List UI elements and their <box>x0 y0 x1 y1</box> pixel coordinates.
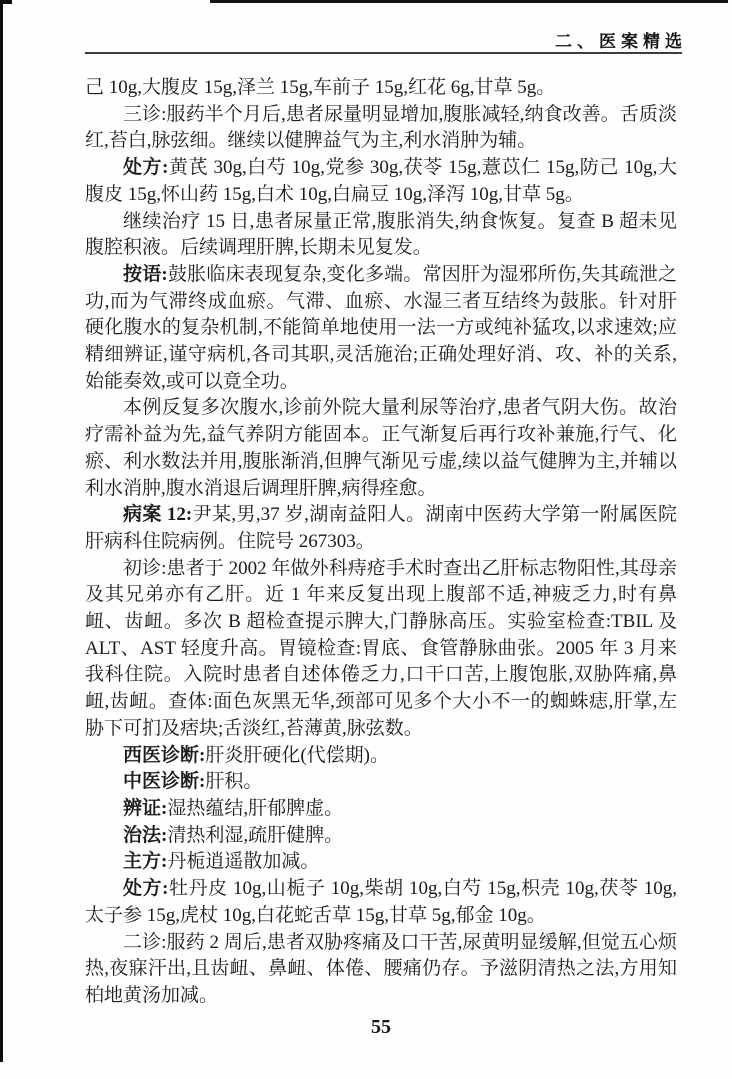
paragraph-label: 辨证: <box>123 797 168 819</box>
paragraph: 按语:鼓胀临床表现复杂,变化多端。常因肝为湿邪所伤,失其疏泄之功,而为气滞终成血瘀。气滞、血瘀、水湿三者互结终为鼓胀。针对肝硬化腹水的复杂机制,不能简单地使用一法一方或纯补猛攻,以求速效;应精细辨证,谨守病机,各司其职,灵活施治;正确处理好消、攻、补的关系,始能奏效,或可以竟全功。 <box>85 263 677 392</box>
paragraph: 继续治疗 15 日,患者尿量正常,腹胀消失,纳食恢复。复查 B 超未见腹腔积液。后续调理肝脾,长期未见复发。 <box>85 210 677 259</box>
paragraph-label: 处方: <box>123 878 169 900</box>
paragraph: 辨证:湿热蕴结,肝郁脾虚。 <box>123 797 344 819</box>
paragraph-label: 处方: <box>123 157 169 179</box>
scan-artifact-left-edge <box>0 0 3 1062</box>
scan-artifact-top-edge <box>210 0 728 3</box>
paragraph: 二诊:服药 2 周后,患者双胁疼痛及口干苦,尿黄明显缓解,但觉五心烦热,夜寐汗出,且齿衄、鼻衄、体倦、腰痛仍存。予滋阴清热之法,方用知柏地黄汤加减。 <box>85 931 677 1006</box>
paragraph-label: 西医诊断: <box>123 744 206 766</box>
paragraph-label: 治法: <box>123 824 168 846</box>
paragraph: 主方:丹栀逍遥散加减。 <box>123 851 320 873</box>
page-body <box>85 75 677 1010</box>
paragraph: 本例反复多次腹水,诊前外院大量利尿等治疗,患者气阴大伤。故治疗需补益为先,益气养阴方能固本。正气渐复后再行攻补兼施,行气、化瘀、利水数法并用,腹胀渐消,但脾气渐见亏虚,续以益气健脾为主,并辅以利水消肿,腹水消退后调理肝脾,病得痊愈。 <box>85 397 677 499</box>
paragraph: 治法:清热利湿,疏肝健脾。 <box>123 824 344 846</box>
page-number: 55 <box>371 1016 391 1038</box>
paragraph: 初诊:患者于 2002 年做外科痔疮手术时查出乙肝标志物阳性,其母亲及其兄弟亦有乙肝。近 1 年来反复出现上腹部不适,神疲乏力,时有鼻衄、齿衄。多次 B 超检查提示脾大,门静脉高压。实验室检查:TBIL 及 ALT、AST 轻度升高。胃镜检查:胃底、食管静脉曲张。2005 年 3 月来我科住院。入院时患者自述体倦乏力,口干口苦,上腹饱胀,双胁阵痛,鼻衄,齿衄。查体:面色灰黑无华,颈部可见多个大小不一的蜘蛛痣,肝掌,左胁下可扪及痞块;舌淡红,苔薄黄,脉弦数。 <box>85 557 677 739</box>
paragraph: 病案 12:尹某,男,37 岁,湖南益阳人。湖南中医药大学第一附属医院肝病科住院病例。住院号 267303。 <box>85 504 677 552</box>
chapter-title: 二、医案精选 <box>555 32 687 51</box>
running-header <box>555 27 687 52</box>
paragraph-label: 病案 12: <box>123 504 193 526</box>
paragraph: 中医诊断:肝积。 <box>123 771 263 793</box>
paragraph: 己 10g,大腹皮 15g,泽兰 15g,车前子 15g,红花 6g,甘草 5g。 <box>85 77 556 98</box>
header-rule <box>85 52 682 54</box>
page-footer <box>85 1016 677 1039</box>
scan-artifact-top-left-mark <box>0 0 12 4</box>
paragraph-label: 主方: <box>123 851 168 873</box>
paragraph: 三诊:服药半个月后,患者尿量明显增加,腹胀减轻,纳食改善。舌质淡红,苔白,脉弦细。继续以健脾益气为主,利水消肿为辅。 <box>85 103 677 152</box>
paragraph-label: 按语: <box>123 263 168 285</box>
paragraph: 处方:黄芪 30g,白芍 10g,党参 30g,茯苓 15g,薏苡仁 15g,防己 10g,大腹皮 15g,怀山药 15g,白术 10g,白扁豆 10g,泽泻 10g,甘草 5g。 <box>85 157 677 205</box>
paragraph: 处方:牡丹皮 10g,山栀子 10g,柴胡 10g,白芍 15g,枳壳 10g,茯苓 10g,太子参 15g,虎杖 10g,白花蛇舌草 15g,甘草 5g,郁金 10g。 <box>85 878 677 926</box>
paragraph: 西医诊断:肝炎肝硬化(代偿期)。 <box>123 744 389 766</box>
paragraph-label: 中医诊断: <box>123 771 206 793</box>
